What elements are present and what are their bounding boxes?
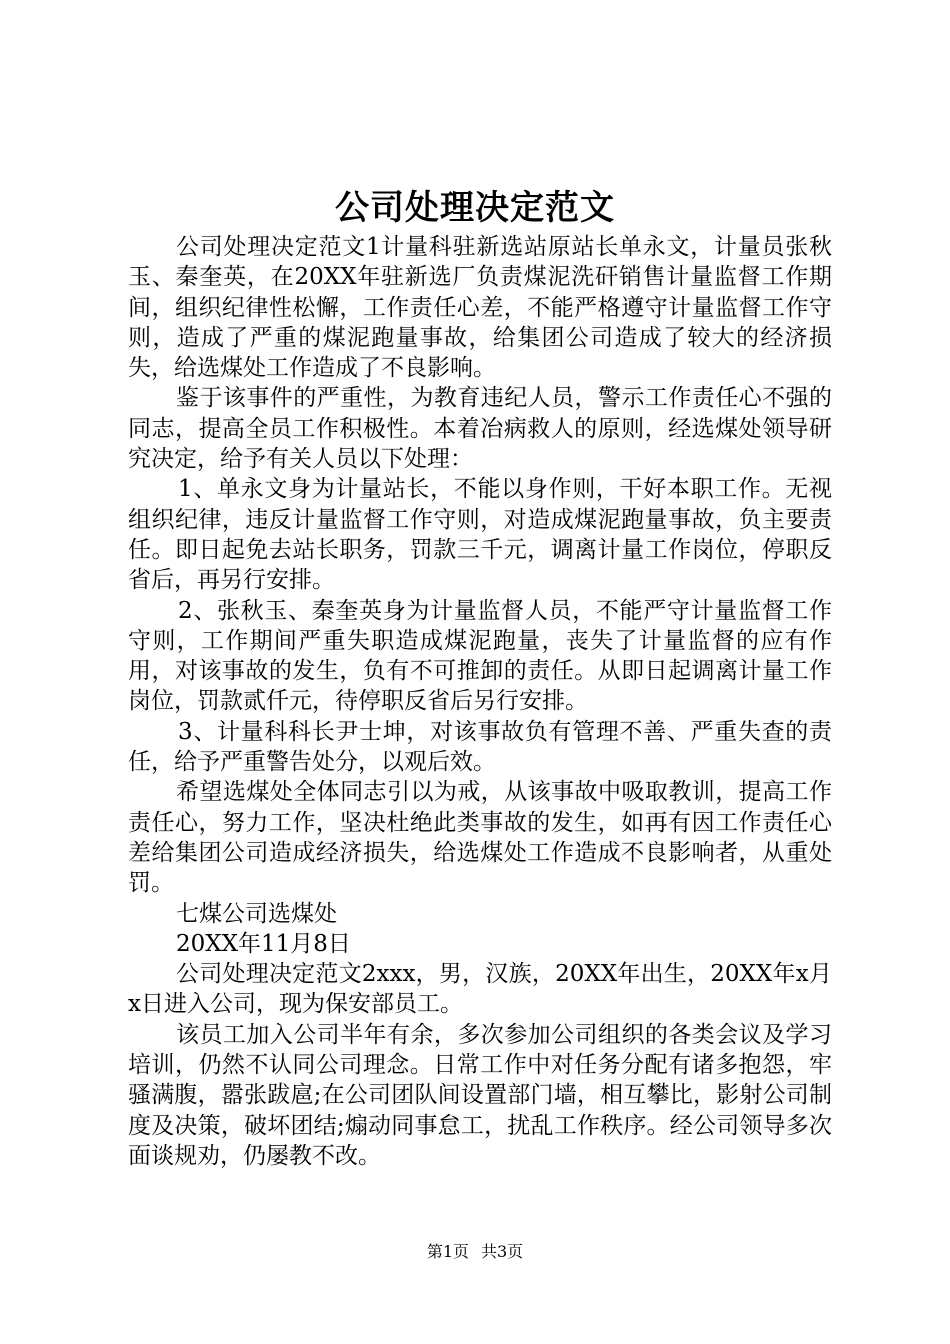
- paragraph-intro: 公司处理决定范文1计量科驻新选站原站长单永文，计量员张秋玉、秦奎英，在20XX年驻新选厂负责煤泥洗矸销售计量监督工作期间，组织纪律性松懈，工作责任心差，不能严格遵守计量监督工作守则，造成了严重的煤泥跑量事故，给集团公司造成了较大的经济损失，给选煤处工作造成了不良影响。: [128, 234, 832, 382]
- paragraph-sample-2-intro: 公司处理决定范文2xxx，男，汉族，20XX年出生，20XX年x月x日进入公司，现为保安部员工。: [128, 961, 832, 1018]
- paragraph-item-3: 3、计量科科长尹士坤，对该事故负有管理不善、严重失查的责任，给予严重警告处分，以观后效。: [128, 718, 832, 776]
- paragraph-sample-2-detail: 该员工加入公司半年有余，多次参加公司组织的各类会议及学习培训，仍然不认同公司理念。日常工作中对任务分配有诸多抱怨，牢骚满腹，嚣张跋扈;在公司团队间设置部门墙，相互攀比，影射公司制度及决策，破坏团结;煽动同事怠工，扰乱工作秩序。经公司领导多次面谈规劝，仍屡教不改。: [128, 1021, 832, 1169]
- page-footer: [0, 1240, 950, 1264]
- signature-date: 20XX年11月8日: [176, 930, 351, 957]
- document-title: 公司处理决定范文: [335, 188, 615, 228]
- page-number: 第1页: [426, 1242, 469, 1261]
- paragraph-warning: 希望选煤处全体同志引以为戒，从该事故中吸取教训，提高工作责任心，努力工作，坚决杜绝此类事故的发生，如再有因工作责任心差给集团公司造成经济损失，给选煤处工作造成不良影响者，从重处罚。: [128, 779, 832, 897]
- paragraph-item-1: 1、单永文身为计量站长，不能以身作则，干好本职工作。无视组织纪律，违反计量监督工作守则，对造成煤泥跑量事故，负主要责任。即日起免去站长职务，罚款三千元，调离计量工作岗位，停职反省后，再另行安排。: [128, 476, 832, 594]
- document-body: [128, 232, 832, 1171]
- page-total: 共3页: [481, 1242, 524, 1261]
- signature-org: 七煤公司选煤处: [176, 900, 337, 927]
- paragraph-item-2: 2、张秋玉、秦奎英身为计量监督人员，不能严守计量监督工作守则，工作期间严重失职造成煤泥跑量，丧失了计量监督的应有作用，对该事故的发生，负有不可推卸的责任。从即日起调离计量工作岗位，罚款贰仟元，待停职反省后另行安排。: [128, 597, 832, 715]
- paragraph-decision: 鉴于该事件的严重性，为教育违纪人员，警示工作责任心不强的同志，提高全员工作积极性。本着冶病救人的原则，经选煤处领导研究决定，给予有关人员以下处理：: [128, 385, 832, 473]
